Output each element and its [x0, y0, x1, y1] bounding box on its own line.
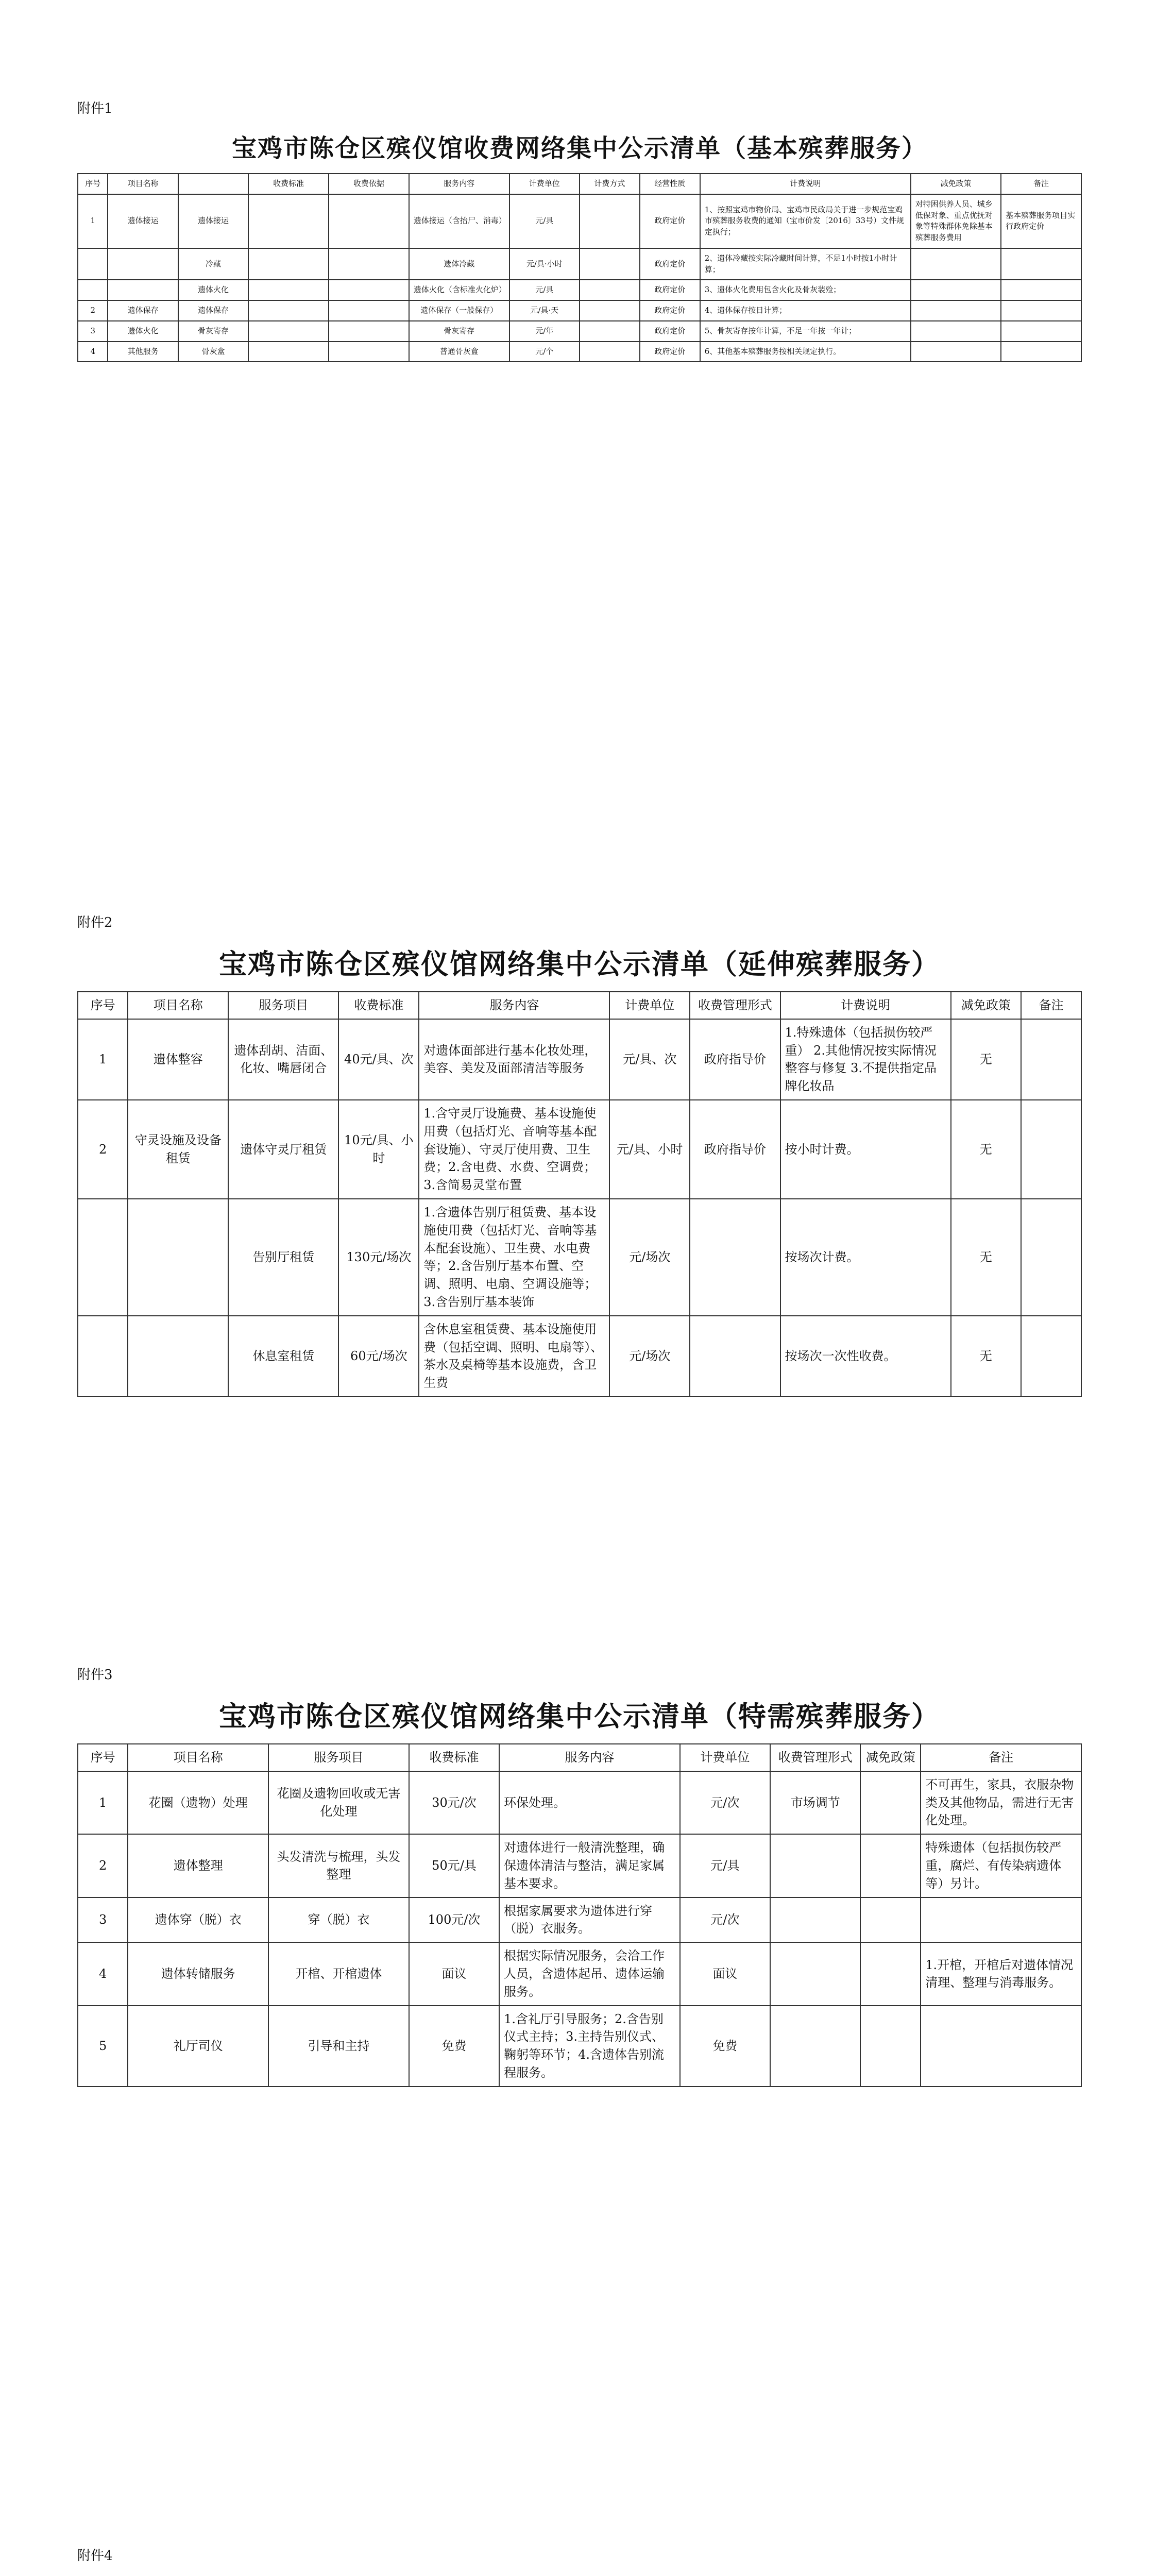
table-cell: 含休息室租赁费、基本设施使用费（包括空调、照明、电扇等）、茶水及桌椅等基本设施费，含卫生费: [419, 1316, 609, 1397]
table-row: [78, 1942, 1081, 2005]
table-cell: [770, 1942, 860, 2005]
table-cell: 骨灰盒: [178, 342, 248, 362]
table-cell: [1001, 321, 1081, 342]
table-cell: 按小时计费。: [780, 1100, 951, 1199]
table-cell: 元/具·天: [509, 300, 580, 321]
table-cell: 按场次一次性收费。: [780, 1316, 951, 1397]
table-cell: 遗体整理: [128, 1834, 268, 1897]
column-header: 序号: [78, 1744, 128, 1771]
table-cell: 3、遗体火化费用包含火化及骨灰装殓；: [700, 280, 911, 300]
table-cell: 遗体整容: [128, 1019, 228, 1100]
table-cell: 30元/次: [409, 1771, 499, 1834]
table-cell: 政府定价: [640, 342, 700, 362]
table-cell: 骨灰寄存: [409, 321, 509, 342]
column-header: 计费说明: [700, 174, 911, 194]
table-cell: 对遗体进行一般清洗整理，确保遗体清洁与整洁，满足家属基本要求。: [499, 1834, 680, 1897]
column-header: [178, 174, 248, 194]
table-cell: 休息室租赁: [228, 1316, 338, 1397]
table-row: [78, 1199, 1081, 1316]
table-cell: 冷藏: [178, 248, 248, 280]
table-cell: 政府指导价: [690, 1019, 780, 1100]
appendix-3-section: [77, 1664, 1082, 2087]
appendix-2-section: [77, 912, 1082, 1397]
table-cell: [1001, 280, 1081, 300]
column-header: 收费标准: [409, 1744, 499, 1771]
table-cell: [911, 300, 1001, 321]
column-header: 计费单位: [609, 992, 690, 1019]
table-cell: 遗体转储服务: [128, 1942, 268, 2005]
column-header: 项目名称: [128, 992, 228, 1019]
column-header: 收费依据: [329, 174, 409, 194]
table-cell: 遗体接运: [108, 194, 178, 248]
table-cell: 1.特殊遗体（包括损伤较严重） 2.其他情况按实际情况整容与修复 3.不提供指定品牌化妆品: [780, 1019, 951, 1100]
table-cell: 1.含守灵厅设施费、基本设施使用费（包括灯光、音响等基本配套设施）、守灵厅使用费、卫生费；2.含电费、水费、空调费；3.含简易灵堂布置: [419, 1100, 609, 1199]
table-cell: 元/次: [680, 1771, 770, 1834]
table-cell: 基本殡葬服务项目实行政府定价: [1001, 194, 1081, 248]
table-cell: 穿（脱）衣: [268, 1897, 409, 1943]
appendix-label: 附件4: [77, 2548, 113, 2564]
table-cell: [78, 1316, 128, 1397]
table-cell: 2、遗体冷藏按实际冷藏时间计算，不足1小时按1小时计算；: [700, 248, 911, 280]
table-cell: [1021, 1199, 1081, 1316]
table-cell: 元/具、次: [609, 1019, 690, 1100]
table-row: [78, 300, 1081, 321]
table-cell: 元/具: [509, 280, 580, 300]
table-row: [78, 1897, 1081, 1943]
column-header: 收费标准: [338, 992, 419, 1019]
table-row: [78, 1316, 1081, 1397]
table-cell: 1.含遗体告别厅租赁费、基本设施使用费（包括灯光、音响等基本配套设施）、卫生费、水电费等；2.含告别厅基本布置、空调、照明、电扇、空调设施等；3.含告别厅基本装饰: [419, 1199, 609, 1316]
table-cell: [580, 280, 640, 300]
table-cell: 50元/具: [409, 1834, 499, 1897]
table-cell: 无: [951, 1019, 1021, 1100]
column-header: 服务项目: [268, 1744, 409, 1771]
table-row: [78, 2006, 1081, 2087]
table-cell: 花圈及遗物回收或无害化处理: [268, 1771, 409, 1834]
table-header-row: [78, 1744, 1081, 1771]
table-cell: [921, 1897, 1081, 1943]
table-cell: 元/具: [509, 194, 580, 248]
table-row: [78, 280, 1081, 300]
table-cell: 遗体保存（一般保存）: [409, 300, 509, 321]
table-cell: 3: [78, 321, 108, 342]
column-header: 序号: [78, 992, 128, 1019]
table-cell: 元/场次: [609, 1199, 690, 1316]
table-header-row: [78, 174, 1081, 194]
table-cell: 根据家属要求为遗体进行穿（脱）衣服务。: [499, 1897, 680, 1943]
fee-table-special: [77, 1743, 1082, 2087]
table-cell: 遗体接运: [178, 194, 248, 248]
column-header: 服务内容: [419, 992, 609, 1019]
table-cell: [580, 321, 640, 342]
table-cell: [860, 2006, 921, 2087]
table-cell: [108, 248, 178, 280]
column-header: 收费管理形式: [770, 1744, 860, 1771]
table-cell: 1: [78, 194, 108, 248]
table-cell: 遗体火化: [178, 280, 248, 300]
table-cell: [1021, 1019, 1081, 1100]
table-cell: 免费: [680, 2006, 770, 2087]
table-cell: 10元/具、小时: [338, 1100, 419, 1199]
table-cell: [690, 1316, 780, 1397]
table-cell: 元/次: [680, 1897, 770, 1943]
table-cell: 守灵设施及设备租赁: [128, 1100, 228, 1199]
table-cell: 4: [78, 342, 108, 362]
table-cell: 元/年: [509, 321, 580, 342]
table-cell: [248, 321, 329, 342]
table-cell: 1、按照宝鸡市物价局、宝鸡市民政局关于进一步规范宝鸡市殡葬服务收费的通知（宝市价发〔2016〕33号）文件规定执行；: [700, 194, 911, 248]
table-cell: [329, 248, 409, 280]
table-cell: 根据实际情况服务，会洽工作人员，含遗体起吊、遗体运输服务。: [499, 1942, 680, 2005]
table-cell: [860, 1942, 921, 2005]
table-cell: [1021, 1100, 1081, 1199]
table-cell: 1.开棺，开棺后对遗体情况清理、整理与消毒服务。: [921, 1942, 1081, 2005]
table-cell: 礼厅司仪: [128, 2006, 268, 2087]
table-cell: 政府定价: [640, 321, 700, 342]
column-header: 减免政策: [951, 992, 1021, 1019]
table-cell: [580, 300, 640, 321]
table-cell: [911, 321, 1001, 342]
table-header-row: [78, 992, 1081, 1019]
table-cell: 遗体保存: [108, 300, 178, 321]
table-cell: [329, 300, 409, 321]
table-cell: [770, 1834, 860, 1897]
table-cell: 无: [951, 1316, 1021, 1397]
column-header: 计费方式: [580, 174, 640, 194]
table-cell: 面议: [409, 1942, 499, 2005]
table-cell: 2: [78, 1100, 128, 1199]
table-cell: 4: [78, 1942, 128, 2005]
column-header: 收费管理形式: [690, 992, 780, 1019]
table-cell: 5: [78, 2006, 128, 2087]
table-cell: 开棺、开棺遗体: [268, 1942, 409, 2005]
column-header: 服务内容: [499, 1744, 680, 1771]
table-cell: 1: [78, 1019, 128, 1100]
table-cell: 遗体穿（脱）衣: [128, 1897, 268, 1943]
table-cell: 40元/具、次: [338, 1019, 419, 1100]
column-header: 备注: [1001, 174, 1081, 194]
table-row: [78, 1834, 1081, 1897]
table-cell: [329, 321, 409, 342]
table-cell: [690, 1199, 780, 1316]
table-cell: 政府定价: [640, 280, 700, 300]
table-cell: 130元/场次: [338, 1199, 419, 1316]
column-header: 计费说明: [780, 992, 951, 1019]
table-cell: 对遗体面部进行基本化妆处理，美容、美发及面部清洁等服务: [419, 1019, 609, 1100]
table-cell: 遗体火化: [108, 321, 178, 342]
table-cell: [1001, 342, 1081, 362]
table-cell: [108, 280, 178, 300]
table-cell: 100元/次: [409, 1897, 499, 1943]
table-cell: 60元/场次: [338, 1316, 419, 1397]
table-cell: 无: [951, 1199, 1021, 1316]
table-cell: [248, 194, 329, 248]
column-header: 项目名称: [128, 1744, 268, 1771]
table-cell: [329, 342, 409, 362]
appendix-label: 附件1: [77, 101, 113, 116]
table-cell: 环保处理。: [499, 1771, 680, 1834]
table-cell: [78, 248, 108, 280]
appendix-4-section: [77, 2545, 1082, 2576]
fee-table-extended: [77, 991, 1082, 1397]
table-cell: [921, 2006, 1081, 2087]
table-cell: [1001, 300, 1081, 321]
table-cell: 特殊遗体（包括损伤较严重，腐烂、有传染病遗体等）另计。: [921, 1834, 1081, 1897]
table-cell: 遗体接运（含抬尸、消毒）: [409, 194, 509, 248]
table-cell: 3: [78, 1897, 128, 1943]
table-row: [78, 321, 1081, 342]
table-cell: 2: [78, 300, 108, 321]
table-row: [78, 1771, 1081, 1834]
table-cell: 骨灰寄存: [178, 321, 248, 342]
table-cell: 市场调节: [770, 1771, 860, 1834]
table-cell: 5、骨灰寄存按年计算，不足一年按一年计；: [700, 321, 911, 342]
table-cell: 遗体守灵厅租赁: [228, 1100, 338, 1199]
table-cell: 头发清洗与梳理，头发整理: [268, 1834, 409, 1897]
table-cell: 其他服务: [108, 342, 178, 362]
column-header: 服务项目: [228, 992, 338, 1019]
table-cell: [911, 248, 1001, 280]
table-cell: 对特困供养人员、城乡低保对象、重点优抚对象等特殊群体免除基本殡葬服务费用: [911, 194, 1001, 248]
table-cell: 告别厅租赁: [228, 1199, 338, 1316]
table-cell: [128, 1316, 228, 1397]
table-cell: 4、遗体保存按日计算；: [700, 300, 911, 321]
table-cell: 1.含礼厅引导服务；2.含告别仪式主持；3.主持告别仪式、鞠躬等环节；4.含遗体告别流程服务。: [499, 2006, 680, 2087]
table-cell: [860, 1897, 921, 1943]
table-cell: [329, 280, 409, 300]
column-header: 项目名称: [108, 174, 178, 194]
table-cell: [770, 2006, 860, 2087]
table-row: [78, 342, 1081, 362]
table-cell: 遗体刮胡、洁面、化妆、嘴唇闭合: [228, 1019, 338, 1100]
table-cell: [911, 342, 1001, 362]
table-row: [78, 248, 1081, 280]
table-cell: [78, 1199, 128, 1316]
column-header: 减免政策: [911, 174, 1001, 194]
table-cell: 引导和主持: [268, 2006, 409, 2087]
table-row: [78, 1019, 1081, 1100]
column-header: 序号: [78, 174, 108, 194]
appendix-1-section: [77, 98, 1082, 362]
table-cell: [860, 1771, 921, 1834]
table-cell: [580, 248, 640, 280]
table-cell: [329, 194, 409, 248]
table-cell: 普通骨灰盒: [409, 342, 509, 362]
column-header: 备注: [1021, 992, 1081, 1019]
table-cell: [1001, 248, 1081, 280]
table-cell: 1: [78, 1771, 128, 1834]
table-cell: 政府指导价: [690, 1100, 780, 1199]
table-cell: 按场次计费。: [780, 1199, 951, 1316]
section-title: 宝鸡市陈仓区殡仪馆网络集中公示清单（延伸殡葬服务）: [219, 947, 940, 980]
column-header: 收费标准: [248, 174, 329, 194]
table-cell: [580, 342, 640, 362]
table-cell: [911, 280, 1001, 300]
table-cell: [248, 248, 329, 280]
table-cell: 政府定价: [640, 248, 700, 280]
table-cell: 元/具、小时: [609, 1100, 690, 1199]
table-cell: 政府定价: [640, 300, 700, 321]
table-cell: [770, 1897, 860, 1943]
table-cell: 元/具: [680, 1834, 770, 1897]
table-cell: 元/场次: [609, 1316, 690, 1397]
table-cell: 无: [951, 1100, 1021, 1199]
table-cell: 2: [78, 1834, 128, 1897]
table-cell: 政府定价: [640, 194, 700, 248]
column-header: 减免政策: [860, 1744, 921, 1771]
fee-table-basic: [77, 173, 1082, 362]
table-cell: [860, 1834, 921, 1897]
table-cell: 遗体火化（含标准火化炉）: [409, 280, 509, 300]
table-cell: [248, 342, 329, 362]
table-cell: 6、其他基本殡葬服务按相关规定执行。: [700, 342, 911, 362]
section-title: 宝鸡市陈仓区殡仪馆收费网络集中公示清单（基本殡葬服务）: [231, 134, 927, 163]
table-cell: 元/个: [509, 342, 580, 362]
table-cell: 遗体冷藏: [409, 248, 509, 280]
table-cell: [248, 280, 329, 300]
table-cell: [580, 194, 640, 248]
column-header: 服务内容: [409, 174, 509, 194]
table-cell: 花圈（遗物）处理: [128, 1771, 268, 1834]
table-cell: [78, 280, 108, 300]
table-cell: [128, 1199, 228, 1316]
column-header: 经营性质: [640, 174, 700, 194]
table-cell: 免费: [409, 2006, 499, 2087]
appendix-label: 附件2: [77, 915, 113, 930]
table-row: [78, 194, 1081, 248]
column-header: 备注: [921, 1744, 1081, 1771]
table-cell: 不可再生，家具，衣服杂物类及其他物品，需进行无害化处理。: [921, 1771, 1081, 1834]
table-cell: 遗体保存: [178, 300, 248, 321]
table-cell: 面议: [680, 1942, 770, 2005]
table-row: [78, 1100, 1081, 1199]
column-header: 计费单位: [509, 174, 580, 194]
table-cell: [248, 300, 329, 321]
column-header: 计费单位: [680, 1744, 770, 1771]
appendix-label: 附件3: [77, 1667, 113, 1683]
table-cell: [1021, 1316, 1081, 1397]
table-cell: 元/具·小时: [509, 248, 580, 280]
section-title: 宝鸡市陈仓区殡仪馆网络集中公示清单（特需殡葬服务）: [219, 1700, 940, 1733]
